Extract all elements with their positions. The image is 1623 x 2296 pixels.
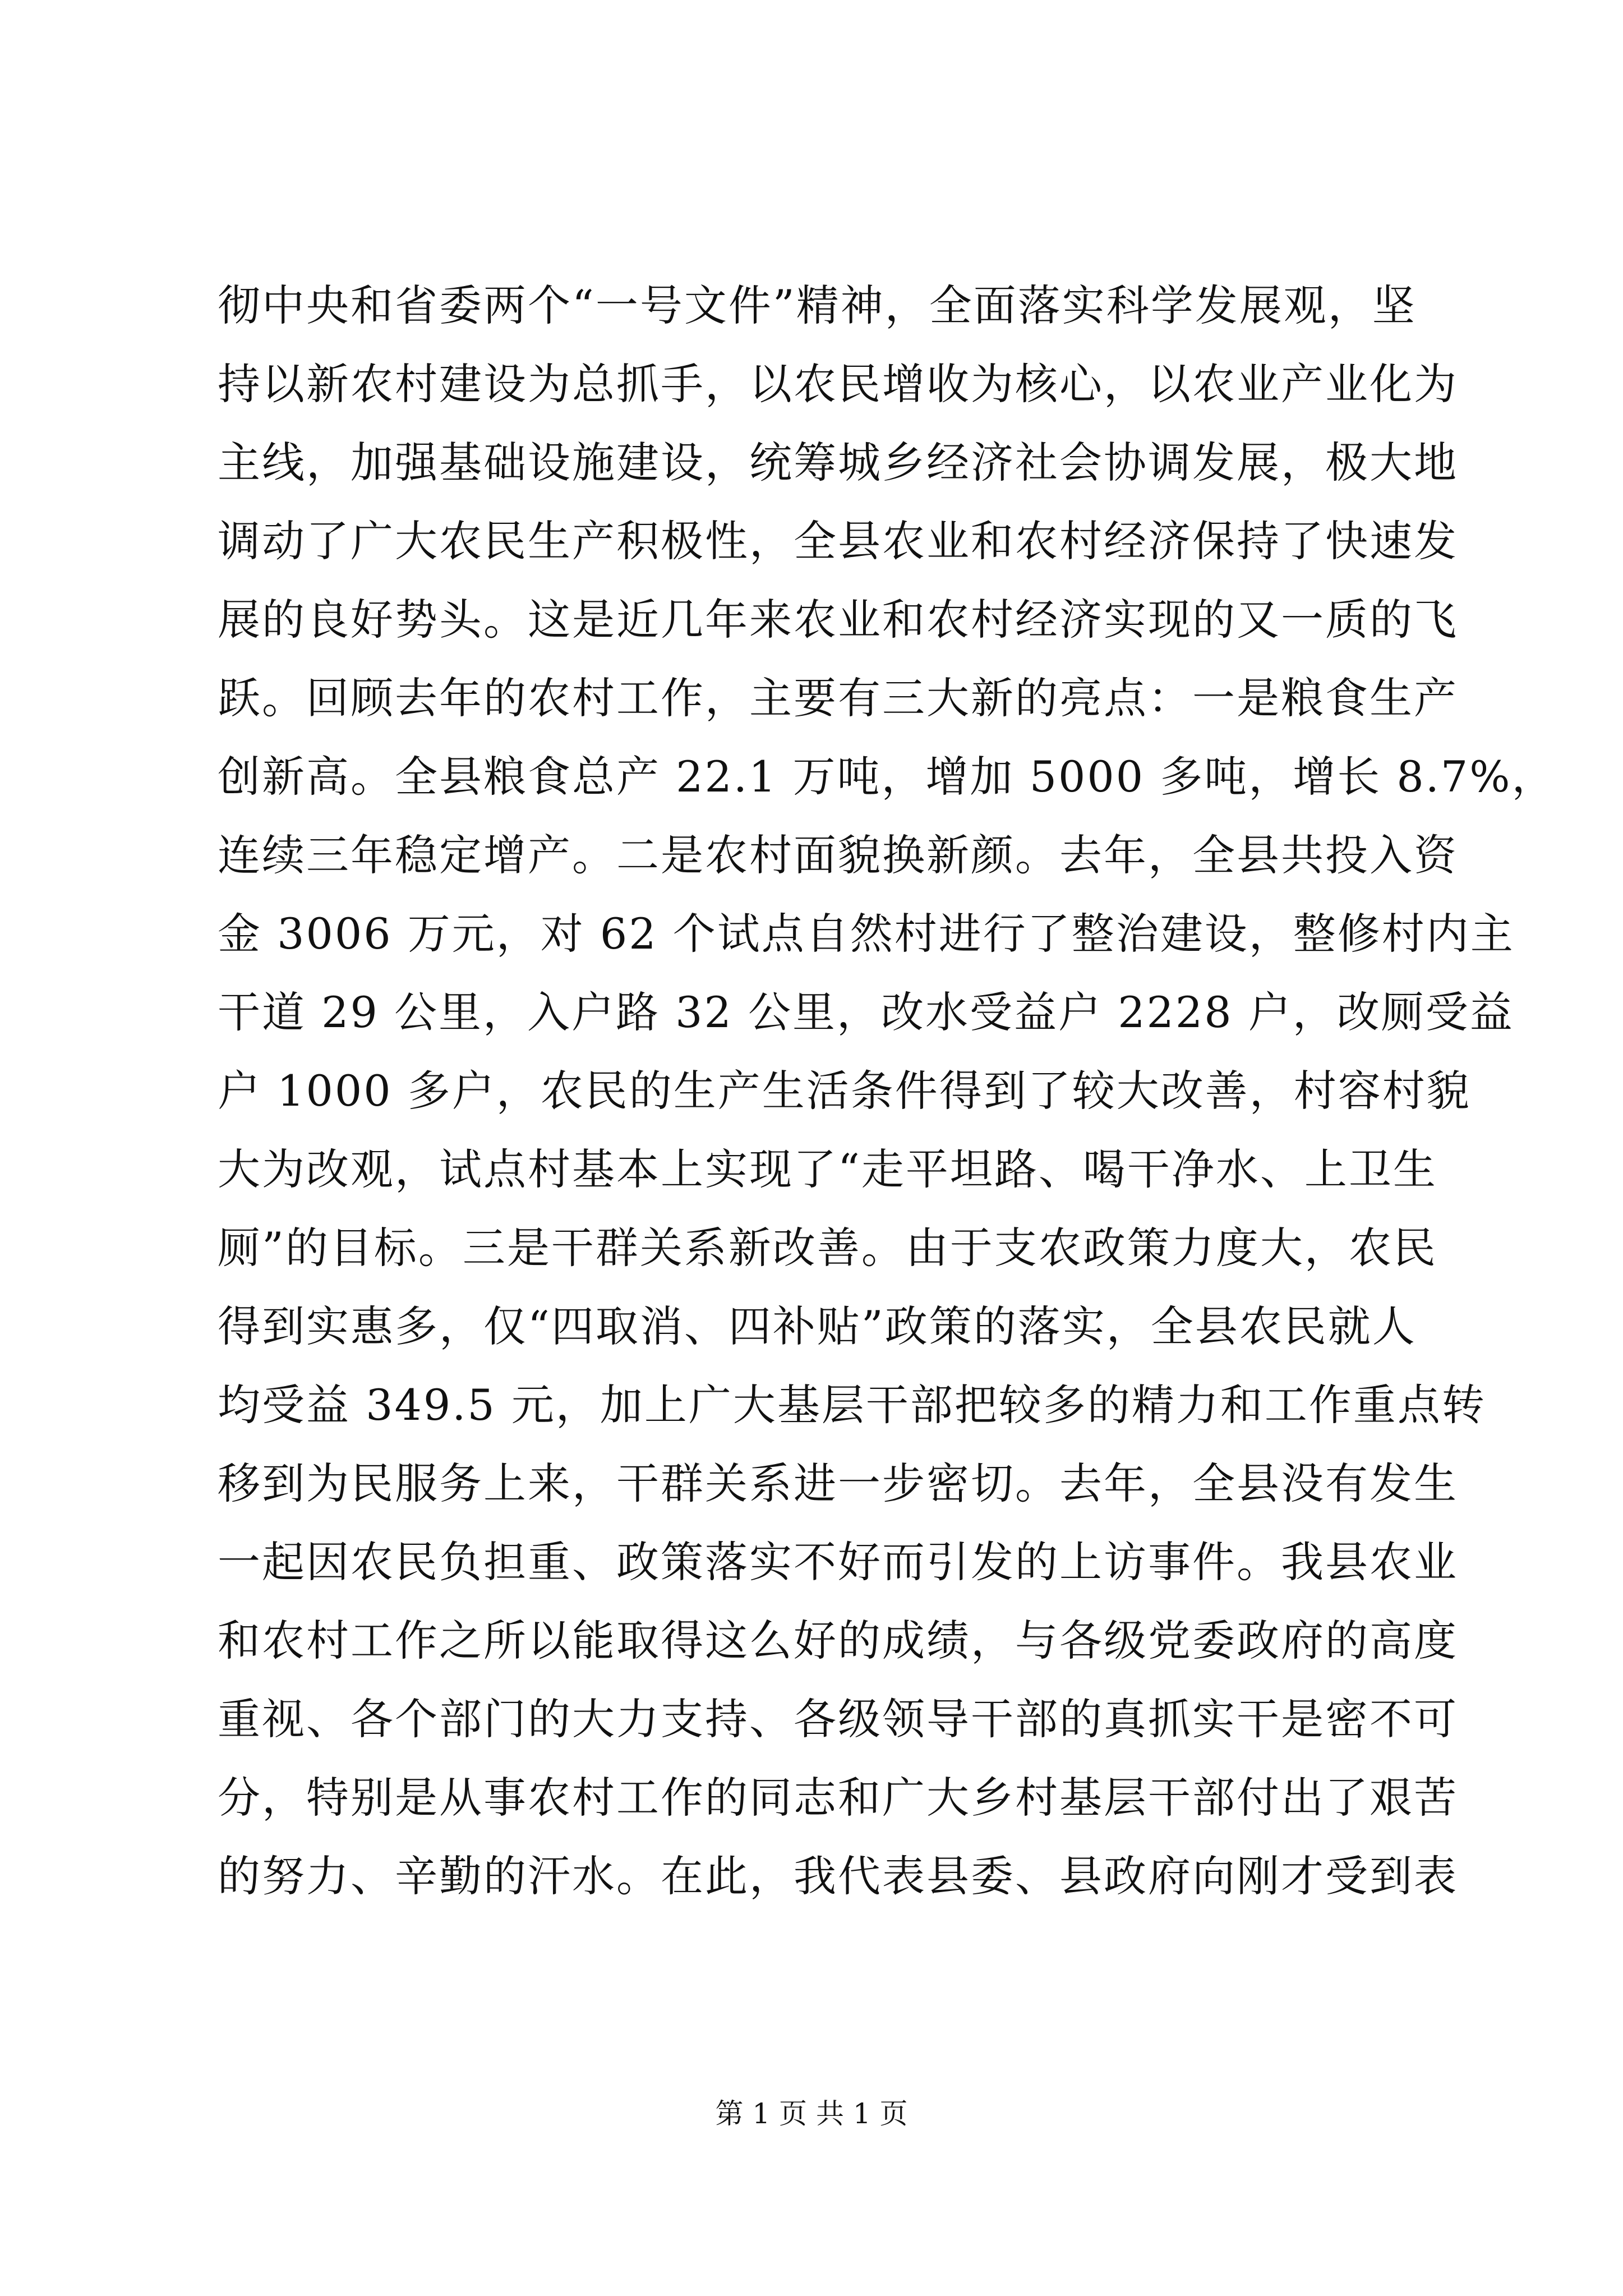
- body-text: [218, 266, 1556, 1916]
- text-line: 移到为民服务上来，干群关系进一步密切。去年，全县没有发生: [218, 1458, 1458, 1508]
- page-footer: 第 1 页 共 1 页: [715, 2097, 908, 2130]
- text-line: 调动了广大农民生产积极性，全县农业和农村经济保持了快速发: [218, 516, 1458, 566]
- text-line: 持以新农村建设为总抓手，以农民增收为核心，以农业产业化为: [218, 359, 1458, 409]
- text-line: 创新高。全县粮食总产 22.1 万吨，增加 5000 多吨，增长 8.7%，: [218, 752, 1556, 802]
- text-line: 户 1000 多户，农民的生产生活条件得到了较大改善，村容村貌: [218, 1066, 1471, 1116]
- text-line: 均受益 349.5 元，加上广大基层干部把较多的精力和工作重点转: [218, 1380, 1486, 1430]
- text-line: 主线，加强基础设施建设，统筹城乡经济社会协调发展，极大地: [218, 438, 1458, 487]
- text-line: 厕”的目标。三是干群关系新改善。由于支农政策力度大，农民: [218, 1223, 1437, 1273]
- text-line: 得到实惠多，仅“四取消、四补贴”政策的落实，全县农民就人: [218, 1301, 1417, 1351]
- text-line: 一起因农民负担重、政策落实不好而引发的上访事件。我县农业: [218, 1537, 1458, 1587]
- text-line: 的努力、辛勤的汗水。在此，我代表县委、县政府向刚才受到表: [218, 1851, 1458, 1901]
- text-line: 彻中央和省委两个“一号文件”精神，全面落实科学发展观，坚: [218, 280, 1417, 330]
- text-line: 跃。回顾去年的农村工作，主要有三大新的亮点：一是粮食生产: [218, 673, 1458, 723]
- text-line: 重视、各个部门的大力支持、各级领导干部的真抓实干是密不可: [218, 1694, 1458, 1744]
- text-line: 分，特别是从事农村工作的同志和广大乡村基层干部付出了艰苦: [218, 1773, 1458, 1823]
- text-line: 干道 29 公里，入户路 32 公里，改水受益户 2228 户，改厕受益: [218, 987, 1514, 1037]
- text-line: 和农村工作之所以能取得这么好的成绩，与各级党委政府的高度: [218, 1616, 1458, 1665]
- text-line: 连续三年稳定增产。二是农村面貌换新颜。去年，全县共投入资: [218, 830, 1458, 880]
- text-line: 金 3006 万元，对 62 个试点自然村进行了整治建设，整修村内主: [218, 909, 1515, 959]
- text-line: 大为改观，试点村基本上实现了“走平坦路、喝干净水、上卫生: [218, 1144, 1437, 1194]
- text-line: 展的良好势头。这是近几年来农业和农村经济实现的又一质的飞: [218, 595, 1458, 645]
